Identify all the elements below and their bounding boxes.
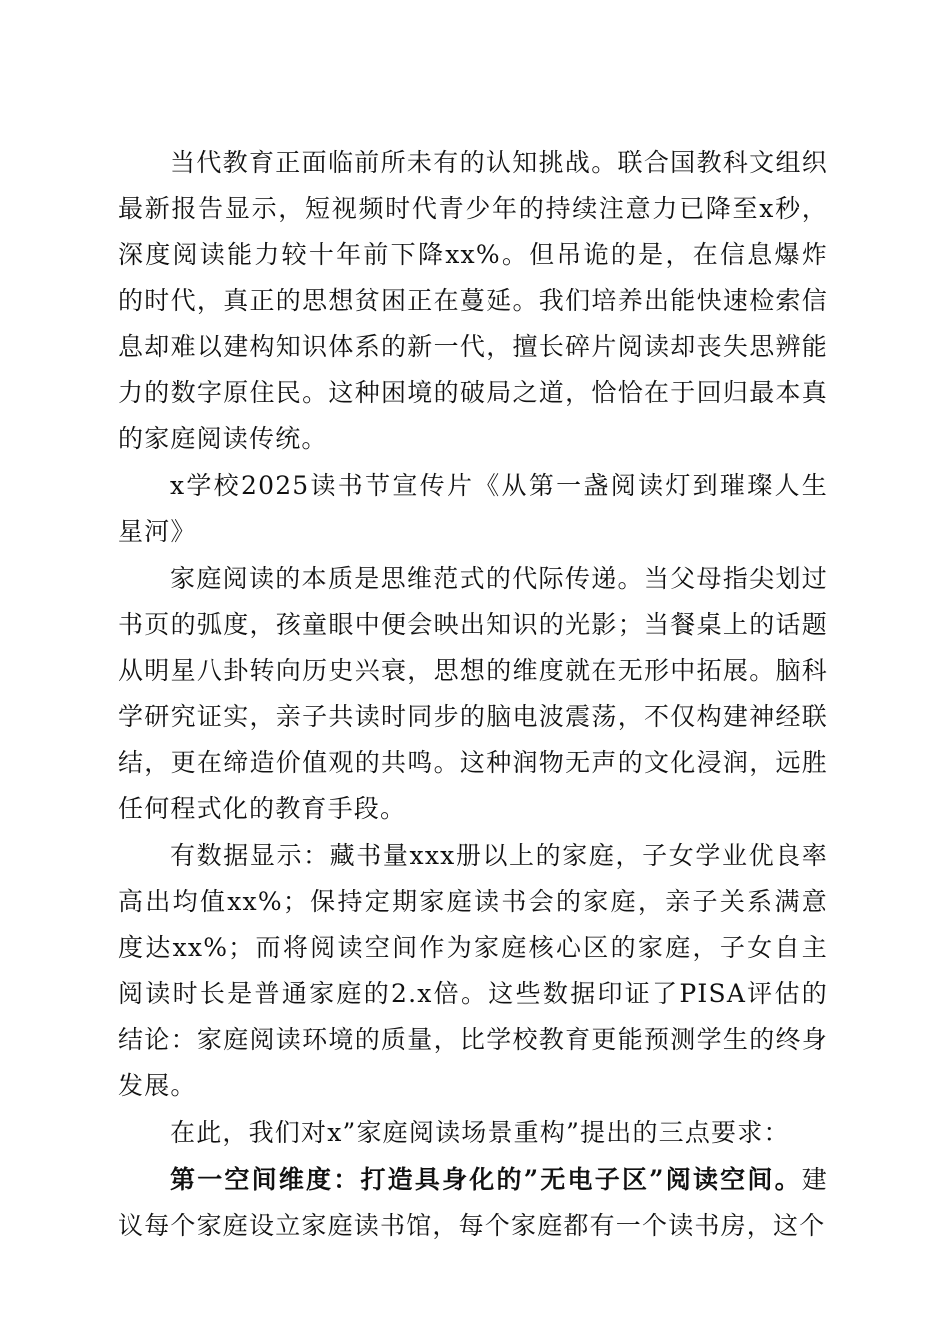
- paragraph-family-reading: 家庭阅读的本质是思维范式的代际传递。当父母指尖划过书页的弧度，孩童眼中便会映出知识的光影；当餐桌上的话题从明星八卦转向历史兴衰，思想的维度就在无形中拓展。脑科学研究证实，亲子共读时同步的脑电波震荡，不仅构建神经联结，更在缔造价值观的共鸣。这种润物无声的文化浸润，远胜任何程式化的教育手段。: [118, 564, 828, 823]
- paragraph-video-title: x学校2025读书节宣传片《从第一盏阅读灯到璀璨人生星河》: [118, 471, 828, 546]
- paragraph-statistics: 有数据显示：藏书量xxx册以上的家庭，子女学业优良率高出均值xx%；保持定期家庭读书会的家庭，亲子关系满意度达xx%；而将阅读空间作为家庭核心区的家庭，子女自主阅读时长是普通家庭的2.x倍。这些数据印证了PISA评估的结论：家庭阅读环境的质量，比学校教育更能预测学生的终身发展。: [118, 841, 828, 1100]
- paragraph-intro: 当代教育正面临前所未有的认知挑战。联合国教科文组织最新报告显示，短视频时代青少年的持续注意力已降至x秒，深度阅读能力较十年前下降xx%。但吊诡的是，在信息爆炸的时代，真正的思想贫困正在蔓延。我们培养出能快速检索信息却难以建构知识体系的新一代，擅长碎片阅读却丧失思辨能力的数字原住民。这种困境的破局之道，恰恰在于回归最本真的家庭阅读传统。: [118, 148, 828, 453]
- first-requirement-heading: 第一空间维度：打造具身化的”无电子区”阅读空间。: [170, 1165, 802, 1194]
- paragraph-first-requirement: [118, 1157, 828, 1249]
- paragraph-requirements-intro: 在此，我们对x”家庭阅读场景重构”提出的三点要求：: [170, 1118, 790, 1147]
- first-requirement-text: 建议每个家庭设立家庭读书馆，每个家庭都有一个读书房，这个: [118, 1165, 828, 1240]
- document-body: [118, 140, 828, 1250]
